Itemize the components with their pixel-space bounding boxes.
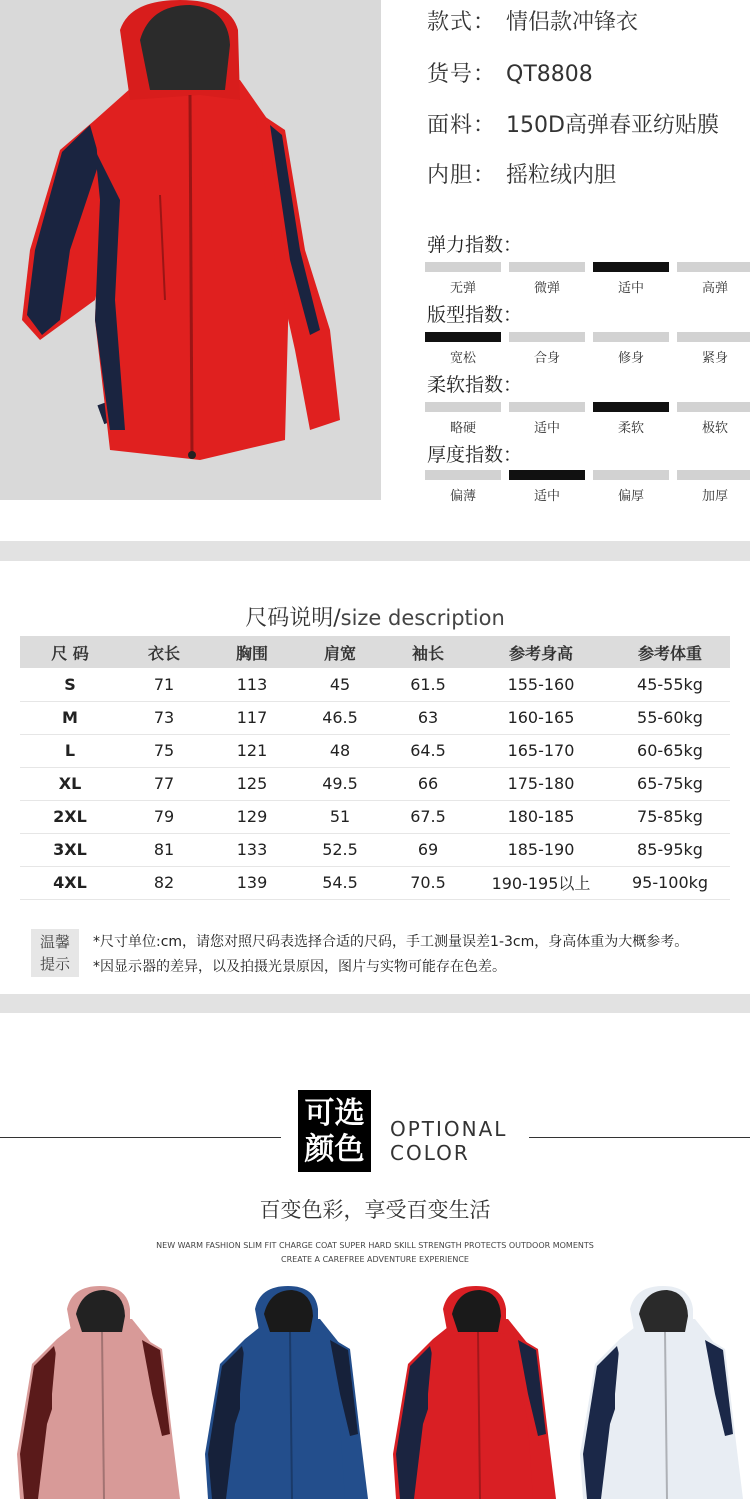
index-label: 紧身: [701, 351, 728, 366]
size-cell: 113: [208, 668, 296, 701]
color-swatch-white[interactable]: [575, 1284, 745, 1499]
spec-style: 款式： 情侣款冲锋衣: [427, 10, 639, 35]
size-cell: 66: [384, 767, 472, 800]
size-cell: 75: [120, 734, 208, 767]
size-cell: 49.5: [296, 767, 384, 800]
softness-index-bars: [425, 402, 750, 412]
red-jacket-illustration: [0, 0, 381, 500]
size-table: [20, 636, 730, 900]
size-cell: 61.5: [384, 668, 472, 701]
spec-fabric: 面料： 150D高弹春亚纺贴膜: [427, 113, 719, 138]
index-bar-segment: [425, 262, 501, 272]
index-bar-segment: [677, 332, 750, 342]
size-cell: 185-190: [472, 833, 610, 866]
size-cell: 60-65kg: [610, 734, 730, 767]
optional-en-line1: OPTIONAL: [390, 1117, 508, 1141]
index-label: 高弹: [701, 281, 728, 296]
size-cell: 48: [296, 734, 384, 767]
product-section: [0, 0, 750, 504]
tip-line-2: *因显示器的差异，以及拍摄光景原因，图片与实物可能存在色差。: [93, 959, 506, 975]
size-cell: S: [20, 668, 120, 701]
index-label: 合身: [533, 351, 560, 366]
optional-subtitle: 百变色彩，享受百变生活: [259, 1198, 491, 1222]
size-section: [0, 541, 750, 1013]
index-label: 柔软: [617, 421, 644, 436]
jacket-illustration: [200, 1284, 370, 1499]
size-cell: 54.5: [296, 866, 384, 899]
size-cell: 52.5: [296, 833, 384, 866]
size-cell: 79: [120, 800, 208, 833]
size-cell: 64.5: [384, 734, 472, 767]
optional-slogan-2: CREATE A CAREFREE ADVENTURE EXPERIENCE: [281, 1255, 469, 1264]
tip-label: 温馨 提示: [31, 929, 79, 977]
jacket-illustration: [575, 1284, 745, 1499]
size-cell: 70.5: [384, 866, 472, 899]
softness-index-labels: [425, 417, 750, 436]
size-cell: 77: [120, 767, 208, 800]
index-bar-segment: [593, 262, 669, 272]
table-row: [20, 668, 730, 701]
size-header-cell: 胸围: [208, 636, 296, 668]
index-bar-segment: [425, 402, 501, 412]
size-cell: 133: [208, 833, 296, 866]
size-table-header: [20, 636, 730, 668]
index-bar-segment: [509, 470, 585, 480]
optional-slogan-1: NEW WARM FASHION SLIM FIT CHARGE COAT SUPER HARD SKILL STRENGTH PROTECTS OUTDOOR MOMENTS: [156, 1241, 594, 1250]
size-title: 尺码说明/size description: [245, 606, 505, 631]
size-cell: 117: [208, 701, 296, 734]
index-label: 无弹: [449, 281, 476, 296]
size-cell: 4XL: [20, 866, 120, 899]
fit-index-labels: [425, 347, 750, 366]
optional-color-badge: 可选 颜色: [298, 1090, 371, 1172]
size-cell: 73: [120, 701, 208, 734]
size-cell: 190-195以上: [472, 866, 610, 899]
table-row: [20, 833, 730, 866]
size-cell: 2XL: [20, 800, 120, 833]
size-cell: 125: [208, 767, 296, 800]
size-cell: 121: [208, 734, 296, 767]
size-header-cell: 参考身高: [472, 636, 610, 668]
table-row: [20, 800, 730, 833]
table-row: [20, 866, 730, 899]
index-bar-segment: [425, 470, 501, 480]
size-cell: 46.5: [296, 701, 384, 734]
size-cell: 65-75kg: [610, 767, 730, 800]
size-cell: 67.5: [384, 800, 472, 833]
size-cell: 175-180: [472, 767, 610, 800]
index-bar-segment: [677, 402, 750, 412]
jacket-illustration: [388, 1284, 558, 1499]
tip-line-1: *尺寸单位:cm，请您对照尺码表选择合适的尺码，手工测量误差1-3cm，身高体重为大概参考。: [93, 934, 689, 950]
size-cell: 82: [120, 866, 208, 899]
size-cell: 71: [120, 668, 208, 701]
fit-index-title: 版型指数：: [427, 304, 523, 326]
size-card: [0, 561, 750, 994]
size-cell: 165-170: [472, 734, 610, 767]
size-cell: 139: [208, 866, 296, 899]
index-bar-segment: [509, 262, 585, 272]
size-cell: L: [20, 734, 120, 767]
index-label: 适中: [533, 489, 560, 504]
spec-sku: 货号： QT8808: [427, 62, 593, 87]
size-cell: 69: [384, 833, 472, 866]
color-swatch-pink[interactable]: [12, 1284, 182, 1499]
size-cell: 155-160: [472, 668, 610, 701]
index-label: 微弹: [533, 281, 560, 296]
spec-lining: 内胆： 摇粒绒内胆: [427, 163, 617, 188]
index-label: 适中: [533, 421, 560, 436]
jacket-illustration: [12, 1284, 182, 1499]
elasticity-index-bars: [425, 262, 750, 272]
size-cell: 63: [384, 701, 472, 734]
index-label: 宽松: [449, 351, 476, 366]
fit-index-bars: [425, 332, 750, 342]
table-row: [20, 767, 730, 800]
index-bar-segment: [677, 470, 750, 480]
size-cell: 45: [296, 668, 384, 701]
size-cell: 160-165: [472, 701, 610, 734]
index-label: 适中: [617, 281, 644, 296]
index-bar-segment: [509, 332, 585, 342]
size-cell: 75-85kg: [610, 800, 730, 833]
index-label: 加厚: [701, 489, 728, 504]
table-row: [20, 734, 730, 767]
size-cell: 3XL: [20, 833, 120, 866]
color-swatch-blue[interactable]: [200, 1284, 370, 1499]
table-row: [20, 701, 730, 734]
size-cell: XL: [20, 767, 120, 800]
size-cell: 51: [296, 800, 384, 833]
elasticity-index-labels: [425, 277, 750, 296]
color-swatch-red[interactable]: [388, 1284, 558, 1499]
size-header-cell: 肩宽: [296, 636, 384, 668]
thickness-index-title: 厚度指数：: [427, 444, 523, 466]
size-cell: M: [20, 701, 120, 734]
size-table-body: [20, 668, 730, 899]
size-header-cell: 衣长: [120, 636, 208, 668]
index-label: 极软: [701, 421, 728, 436]
index-bar-segment: [509, 402, 585, 412]
size-header-cell: 参考体重: [610, 636, 730, 668]
index-label: 修身: [617, 351, 644, 366]
divider-right: [529, 1137, 750, 1138]
index-bar-segment: [593, 332, 669, 342]
thickness-index-bars: [425, 470, 750, 480]
index-label: 偏薄: [449, 489, 476, 504]
size-header-cell: 尺 码: [20, 636, 120, 668]
index-label: 偏厚: [617, 489, 644, 504]
size-cell: 81: [120, 833, 208, 866]
main-jacket-photo: [0, 0, 381, 500]
size-cell: 55-60kg: [610, 701, 730, 734]
size-cell: 180-185: [472, 800, 610, 833]
size-cell: 95-100kg: [610, 866, 730, 899]
softness-index-title: 柔软指数：: [427, 374, 523, 396]
size-cell: 45-55kg: [610, 668, 730, 701]
index-bar-segment: [593, 402, 669, 412]
elasticity-index-title: 弹力指数：: [427, 234, 523, 256]
size-header-cell: 袖长: [384, 636, 472, 668]
divider-left: [0, 1137, 281, 1138]
thickness-index-labels: [425, 485, 750, 504]
size-cell: 129: [208, 800, 296, 833]
index-label: 略硬: [449, 421, 476, 436]
size-cell: 85-95kg: [610, 833, 730, 866]
index-bar-segment: [677, 262, 750, 272]
index-bar-segment: [593, 470, 669, 480]
index-bar-segment: [425, 332, 501, 342]
optional-en-line2: COLOR: [390, 1141, 470, 1165]
